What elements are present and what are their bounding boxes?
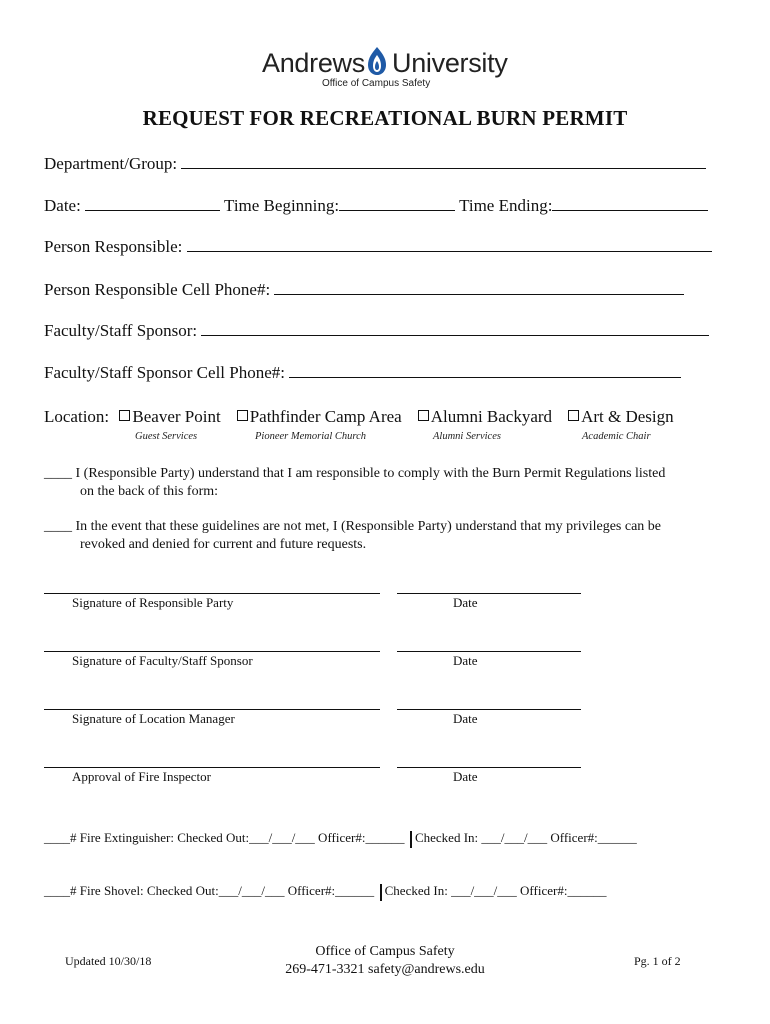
acknowledgment-text: ____ I (Responsible Party) understand that I am responsible to comply with the Burn Permit Regulations listed xyxy=(44,466,666,481)
signature-line[interactable] xyxy=(44,593,380,594)
university-logo xyxy=(262,44,512,94)
equipment-checkin[interactable]: Checked In: ___/___/___ Officer#:______ xyxy=(414,830,637,845)
location-sub-label: Alumni Services xyxy=(433,431,501,442)
sponsor-label: Faculty/Staff Sponsor: xyxy=(44,321,198,340)
location-row xyxy=(44,407,684,427)
time-beginning-label: Time Beginning: xyxy=(224,196,340,215)
acknowledgment-text: ____ In the event that these guidelines are not met, I (Responsible Party) understand that my privileges can be xyxy=(44,519,661,534)
flame-emblem-icon xyxy=(366,46,388,76)
checkbox-icon[interactable] xyxy=(568,410,579,421)
logo-word-university: University xyxy=(392,48,508,78)
department-field xyxy=(44,154,706,174)
department-label: Department/Group: xyxy=(44,154,178,173)
time-ending-input[interactable] xyxy=(552,196,708,211)
location-option-alumni-backyard[interactable]: Alumni Backyard xyxy=(412,407,552,427)
date-label: Date xyxy=(453,769,478,784)
person-responsible-field xyxy=(44,237,712,257)
person-phone-field xyxy=(44,280,684,300)
date-line[interactable] xyxy=(397,593,581,594)
date-input[interactable] xyxy=(85,196,220,211)
location-option-beaver-point[interactable]: Beaver Point xyxy=(113,407,220,427)
equipment-checkin[interactable]: Checked In: ___/___/___ Officer#:______ xyxy=(384,883,607,898)
sponsor-field xyxy=(44,321,709,341)
location-sub-label: Academic Chair xyxy=(582,431,651,442)
checkbox-icon[interactable] xyxy=(418,410,429,421)
signature-label: Approval of Fire Inspector xyxy=(72,769,211,784)
sponsor-input[interactable] xyxy=(201,321,709,336)
date-time-row xyxy=(44,196,708,216)
date-label: Date xyxy=(453,595,478,610)
acknowledgment-text-cont: revoked and denied for current and future requests. xyxy=(80,537,367,552)
signature-line[interactable] xyxy=(44,767,380,768)
time-beginning-input[interactable] xyxy=(339,196,455,211)
signature-label: Signature of Location Manager xyxy=(72,711,235,726)
divider xyxy=(410,831,412,848)
acknowledgment-text-cont: on the back of this form: xyxy=(80,484,219,499)
date-label: Date xyxy=(453,711,478,726)
checkbox-icon[interactable] xyxy=(119,410,130,421)
acknowledgment-item xyxy=(44,465,734,501)
equipment-checkout[interactable]: ____# Fire Extinguisher: Checked Out:___/___/___ Officer#:______ xyxy=(44,830,405,845)
date-label: Date xyxy=(453,653,478,668)
equipment-row-extinguisher xyxy=(44,830,637,848)
location-sub-label: Pioneer Memorial Church xyxy=(255,431,367,442)
department-input[interactable] xyxy=(181,154,706,169)
location-sub-label: Guest Services xyxy=(135,431,198,442)
location-option-pathfinder[interactable]: Pathfinder Camp Area xyxy=(231,407,402,427)
page-title: REQUEST FOR RECREATIONAL BURN PERMIT xyxy=(142,106,628,130)
footer-contact: 269-471-3321 safety@andrews.edu xyxy=(285,962,485,977)
divider xyxy=(380,884,382,901)
person-phone-label: Person Responsible Cell Phone#: xyxy=(44,280,271,299)
sponsor-phone-input[interactable] xyxy=(289,363,681,378)
signature-line[interactable] xyxy=(44,651,380,652)
date-label: Date: xyxy=(44,196,81,215)
location-label: Location: xyxy=(44,407,110,426)
footer-office-name: Office of Campus Safety xyxy=(315,944,455,959)
signature-line[interactable] xyxy=(44,709,380,710)
signature-label: Signature of Responsible Party xyxy=(72,595,234,610)
equipment-checkout[interactable]: ____# Fire Shovel: Checked Out:___/___/___ Officer#:______ xyxy=(44,883,375,898)
logo-word-andrews: Andrews xyxy=(262,48,365,78)
date-line[interactable] xyxy=(397,709,581,710)
updated-date: Updated 10/30/18 xyxy=(65,954,152,968)
date-line[interactable] xyxy=(397,767,581,768)
page-number: Pg. 1 of 2 xyxy=(634,954,681,968)
acknowledgment-item xyxy=(44,518,734,554)
checkbox-icon[interactable] xyxy=(237,410,248,421)
sponsor-phone-label: Faculty/Staff Sponsor Cell Phone#: xyxy=(44,363,285,382)
person-phone-input[interactable] xyxy=(274,280,684,295)
sponsor-phone-field xyxy=(44,363,681,383)
person-responsible-label: Person Responsible: xyxy=(44,237,183,256)
date-line[interactable] xyxy=(397,651,581,652)
time-ending-label: Time Ending: xyxy=(459,196,553,215)
signature-label: Signature of Faculty/Staff Sponsor xyxy=(72,653,253,668)
logo-subtitle: Office of Campus Safety xyxy=(322,78,431,89)
location-option-art-design[interactable]: Art & Design xyxy=(562,407,674,427)
person-responsible-input[interactable] xyxy=(187,237,712,252)
equipment-row-shovel xyxy=(44,883,606,901)
